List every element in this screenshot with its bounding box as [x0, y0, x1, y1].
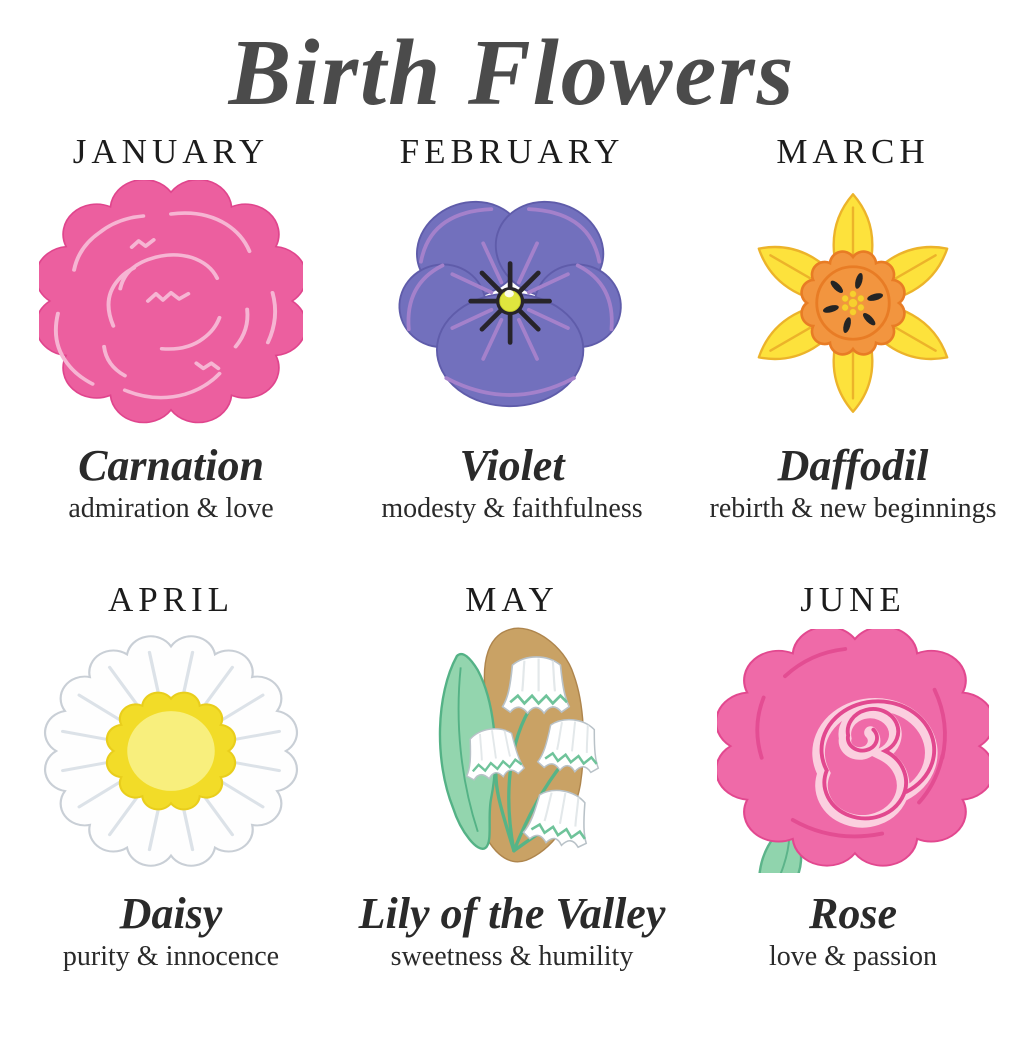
month-label: MARCH: [776, 132, 930, 172]
flower-name: Rose: [809, 889, 897, 939]
month-card-april: [1, 577, 342, 973]
daisy-flower-icon: [40, 626, 302, 876]
month-card-may: [342, 577, 683, 973]
flower-meaning: sweetness & humility: [390, 941, 634, 973]
month-label: APRIL: [107, 580, 235, 620]
month-card-february: [342, 129, 683, 525]
flower-name: Violet: [459, 441, 565, 491]
month-card-june: [683, 577, 1024, 973]
violet-flower-icon: [390, 178, 634, 428]
flower-name: Daffodil: [777, 441, 929, 491]
violet-cookie-image: [342, 175, 683, 431]
flower-meaning: love & passion: [769, 941, 937, 973]
daffodil-cookie-image: [683, 175, 1024, 431]
flower-name: Daisy: [119, 889, 223, 939]
poster-title: Birth Flowers: [228, 21, 796, 125]
month-card-january: [1, 129, 342, 525]
month-label: JANUARY: [72, 132, 270, 172]
carnation-cookie-image: [1, 175, 342, 431]
daffodil-flower-icon: [729, 179, 977, 427]
flower-name: Lily of the Valley: [358, 889, 666, 939]
flower-meaning: purity & innocence: [62, 941, 280, 973]
lily-of-the-valley-cookie-image: [342, 623, 683, 879]
flower-meaning: rebirth & new beginnings: [709, 493, 997, 525]
month-card-march: [683, 129, 1024, 525]
flower-name: Carnation: [78, 441, 264, 491]
flower-grid: [0, 129, 1024, 973]
birth-flowers-poster: [0, 22, 1024, 1046]
flower-meaning: modesty & faithfulness: [381, 493, 643, 525]
month-label: MAY: [465, 580, 559, 620]
month-label: FEBRUARY: [399, 132, 625, 172]
rose-flower-icon: [717, 629, 989, 873]
carnation-flower-icon: [39, 180, 303, 426]
rose-cookie-image: [683, 623, 1024, 879]
month-label: JUNE: [800, 580, 906, 620]
daisy-cookie-image: [1, 623, 342, 879]
lily-of-the-valley-flower-icon: [398, 618, 626, 884]
flower-meaning: admiration & love: [68, 493, 274, 525]
